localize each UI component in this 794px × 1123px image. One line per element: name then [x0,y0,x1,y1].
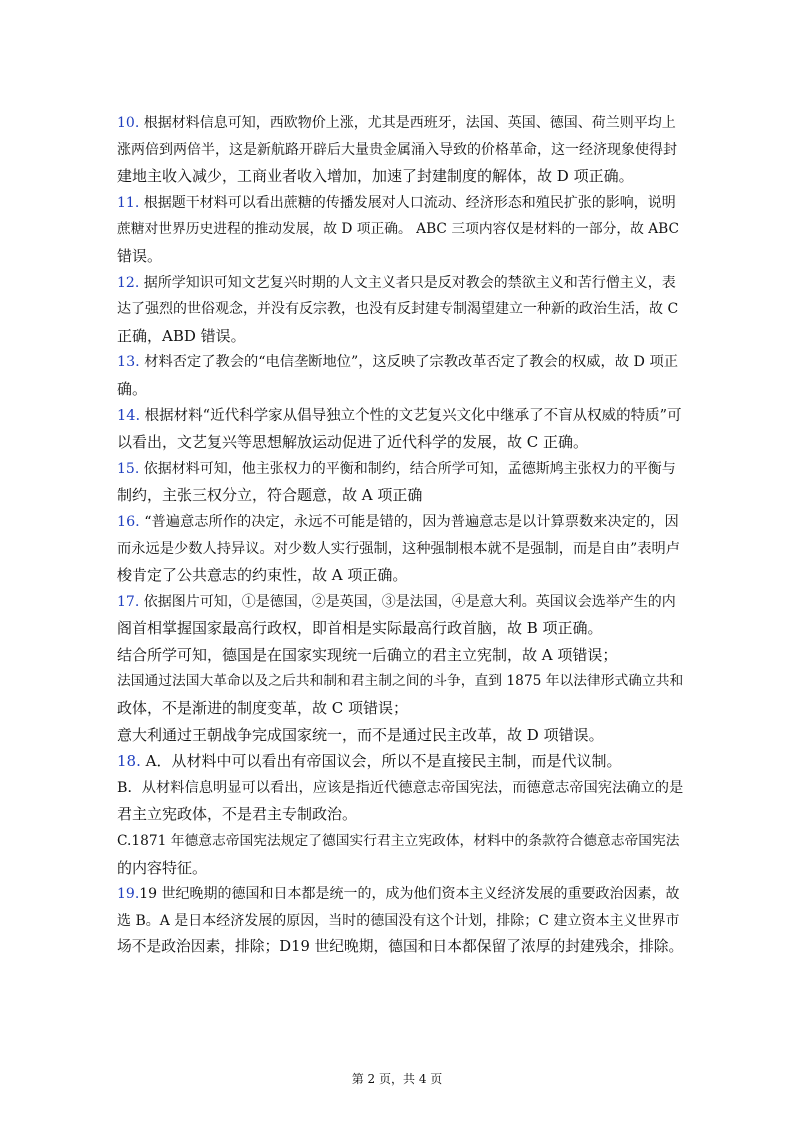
answer-13-line-2: 确。 [117,379,148,398]
page-footer: 第 2 页，共 4 页 [351,1072,443,1086]
answer-18-line-4: C.1871 年德意志帝国宪法规定了德国实行君主立宪政体，材料中的条款符合德意志帝国宪法 [117,833,680,850]
answer-number-19: 19. [117,886,140,903]
answer-19-line-2: 选 B。A 是日本经济发展的原因，当时的德国没有这个计划，排除；C 建立资本主义世界市 [117,912,680,929]
answer-16-line-1: 16. “普遍意志所作的决定，永远不可能是错的，因为普遍意志是以计算票数来决定的，因 [117,513,679,530]
answer-14-line-1: 14. 根据材料“近代科学家从倡导独立个性的文艺复兴文化中继承了不盲从权威的特质”可 [117,407,682,424]
answer-17-line-5: 政体，不是渐进的制度变革，故 C 项错误； [117,699,409,718]
answer-12-line-3: 正确，ABD 错误。 [117,326,246,345]
answer-13-line-1: 13. 材料否定了教会的“电信垄断地位”，这反映了宗教改革否定了教会的权威，故 D 项正 [117,354,679,371]
answer-11-line-1: 11. 根据题干材料可以看出蔗糖的传播发展对人口流动、经济形态和殖民扩张的影响，说明 [117,194,676,211]
answer-18-line-3: 君主立宪政体，不是君主专制政治。 [117,805,358,824]
answer-number-14: 14. [117,407,141,424]
answer-11-line-3: 错误。 [117,246,163,265]
answer-10-line-2: 涨两倍到两倍半，这是新航路开辟后大量贵金属涌入导致的价格革命，这一经济现象使得封 [117,141,677,158]
answer-11-line-2: 蔗糖对世界历史进程的推动发展，故 D 项正确。 ABC 三项内容仅是材料的一部分，故 ABC [117,221,680,238]
answer-number-15: 15. [117,460,140,477]
answer-19-line-1: 19.19 世纪晚期的德国和日本都是统一的，成为他们资本主义经济发展的重要政治因素，故 [117,886,680,903]
answer-18-line-5: 的内容特征。 [117,858,208,877]
answer-16-line-2: 而永远是少数人持异议。对少数人实行强制，这种强制根本就不是强制，而是自由”表明卢 [117,540,681,557]
answer-number-17: 17. [117,593,140,610]
answer-14-line-2: 以看出，文艺复兴等思想解放运动促进了近代科学的发展，故 C 正确。 [117,433,589,452]
answer-number-12: 12. [117,274,140,291]
answer-17-line-6: 意大利通过王朝战争完成国家统一，而不是通过民主改革，故 D 项错误。 [117,725,604,744]
answer-number-13: 13. [117,354,140,371]
answer-17-line-4: 法国通过法国大革命以及之后共和制和君主制之间的斗争，直到 1875 年以法律形式确立共和 [117,673,683,690]
answer-10-line-3: 建地主收入减少，工商业者收入增加，加速了封建制度的解体，故 D 项正确。 [117,167,634,186]
answer-15-line-2: 制约，主张三权分立，符合题意，故 A 项正确 [117,486,423,505]
answer-17-line-2: 阁首相掌握国家最高行政权，即首相是实际最高行政首脑，故 B 项正确。 [117,619,603,638]
answer-number-16: 16. [117,513,140,530]
answer-17-line-1: 17. 依据图片可知，①是德国，②是英国，③是法国，④是意大利。英国议会选举产生的内 [117,593,676,610]
answer-16-line-3: 梭肯定了公共意志的约束性，故 A 项正确。 [117,566,408,585]
answer-17-line-3: 结合所学可知，德国是在国家实现统一后确立的君主立宪制，故 A 项错误； [117,645,618,664]
answer-number-10: 10. [117,115,140,131]
answer-18-line-2: B．从材料信息明显可以看出，应该是指近代德意志帝国宪法，而德意志帝国宪法确立的是 [117,779,683,796]
answer-number-18: 18. [117,752,141,771]
answer-list [117,110,683,961]
answer-12-line-2: 达了强烈的世俗观念，并没有反宗教，也没有反封建专制渴望建立一种新的政治生活，故 C [117,301,679,318]
answer-number-11: 11. [117,194,140,211]
answer-19-line-3: 场不是政治因素，排除；D19 世纪晚期，德国和日本都保留了浓厚的封建残余，排除。 [117,938,683,956]
answer-10-line-1: 10. 根据材料信息可知，西欧物价上涨，尤其是西班牙，法国、英国、德国、荷兰则平均上 [117,115,676,131]
answer-12-line-1: 12. 据所学知识可知文艺复兴时期的人文主义者只是反对教会的禁欲主义和苦行僧主义，表 [117,274,676,291]
answer-15-line-1: 15. 依据材料可知，他主张权力的平衡和制约，结合所学可知，孟德斯鸠主张权力的平衡与 [117,460,676,477]
answer-18-line-1: 18. A．从材料中可以看出有帝国议会，所以不是直接民主制，而是代议制。 [117,752,622,771]
